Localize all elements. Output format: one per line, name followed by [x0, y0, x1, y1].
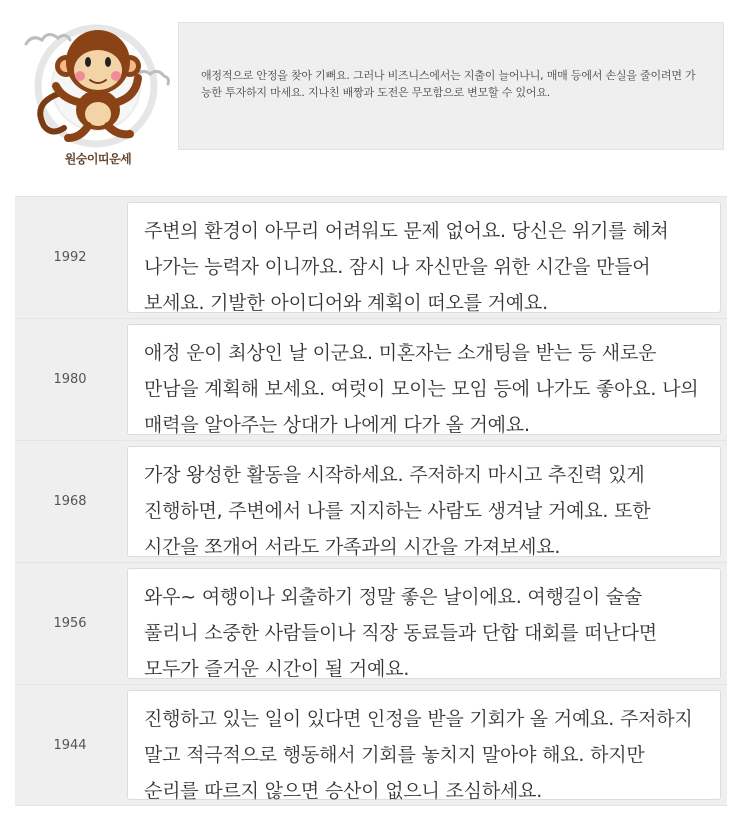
fortune-row — [15, 318, 727, 440]
summary-box — [178, 22, 724, 150]
monkey-icon — [18, 14, 178, 154]
fortune-text: 주변의 환경이 아무리 어려워도 문제 없어요. 당신은 위기를 헤쳐 나가는 능력자 이니까요. 잠시 나 자신만을 위한 시간을 만들어 보세요. 기발한 아이디어와 계획이 떠오를 거예요. — [127, 202, 721, 313]
fortune-text: 와우~ 여행이나 외출하기 정말 좋은 날이에요. 여행길이 술술 풀리니 소중한 사람들이나 직장 동료들과 단합 대회를 떠난다면 모두가 즐거운 시간이 될 거예요. — [127, 568, 721, 679]
fortune-row — [15, 196, 727, 318]
fortune-text: 진행하고 있는 일이 있다면 인정을 받을 기회가 올 거예요. 주저하지 말고 적극적으로 행동해서 기회를 놓치지 말아야 해요. 하지만 순리를 따르지 않으면 승산이 없으니 조심하세요. — [127, 690, 721, 800]
monkey-mascot-image — [18, 14, 178, 170]
fortune-row — [15, 440, 727, 562]
fortune-text: 애정 운이 최상인 날 이군요. 미혼자는 소개팅을 받는 등 새로운 만남을 계획해 보세요. 여럿이 모이는 모임 등에 나가도 좋아요. 나의 매력을 알아주는 상대가 나에게 다가 올 거예요. — [127, 324, 721, 435]
fortune-text: 가장 왕성한 활동을 시작하세요. 주저하지 마시고 추진력 있게 진행하면, 주변에서 나를 지지하는 사람도 생겨날 거예요. 또한 시간을 쪼개어 서라도 가족과의 시간을 가져보세요. — [127, 446, 721, 557]
birth-year: 1992 — [53, 250, 87, 265]
birth-year: 1968 — [53, 494, 87, 509]
birth-year: 1944 — [53, 737, 87, 753]
birth-year: 1980 — [53, 372, 87, 387]
summary-text: 애정적으로 안정을 찾아 기뻐요. 그러나 비즈니스에서는 지출이 늘어나니, 매매 등에서 손실을 줄이려면 가능한 투자하지 마세요. 지나친 배짱과 도전은 무모함으로 변모할 수 있어요. — [201, 69, 696, 99]
fortune-row — [15, 562, 727, 684]
fortune-row — [15, 684, 727, 806]
fortune-list — [15, 196, 727, 806]
birth-year: 1956 — [53, 616, 87, 631]
mascot-caption: 원숭이띠운세 — [64, 152, 132, 166]
